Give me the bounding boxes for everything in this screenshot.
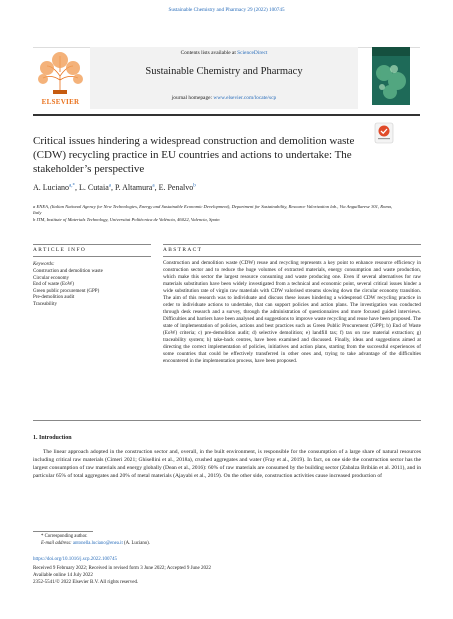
abstract-bottom-rule	[33, 420, 421, 421]
homepage-prefix: journal homepage:	[171, 95, 214, 101]
contents-line	[90, 50, 358, 56]
keyword: Traceability	[33, 301, 57, 307]
corresponding-author-note: * Corresponding author.	[41, 534, 88, 539]
journal-title: Sustainable Chemistry and Pharmacy	[145, 66, 303, 77]
journal-cover-image	[372, 47, 410, 105]
abstract-rule-top	[163, 244, 421, 245]
check-updates-icon	[374, 122, 394, 144]
keyword: End of waste (EoW)	[33, 282, 74, 288]
email-link[interactable]: antonella.luciano@enea.it	[72, 541, 123, 546]
copyright-line: 2352-5541/© 2022 Elsevier B.V. All rights reserved.	[33, 580, 139, 585]
email-suffix: (A. Luciano).	[122, 541, 150, 546]
email-footnote	[41, 541, 150, 546]
keywords-label: Keywords:	[33, 262, 55, 267]
homepage-link[interactable]: www.elsevier.com/locate/scp	[213, 95, 277, 101]
abstract-heading: ABSTRACT	[163, 247, 203, 253]
author-name[interactable]: L. Cutaia	[78, 183, 109, 192]
header-bottom-rule	[33, 114, 420, 116]
journal-reference[interactable]: Sustainable Chemistry and Pharmacy 29 (2022) 100745	[168, 7, 285, 13]
abstract-text: Construction and demolition waste (CDW) reuse and recycling represents a key point to enhance resource efficiency in construction sector and to reduce the huge volumes of extracted materials, energy consumption and waste production, which make this sector the largest resource consuming and waste producing one. Even if several alternatives for raw materials substitution have been widely investigated from a technical and economic point, several critical issues hinder a wide substitution rate of virgin raw materials with CDW valorised streams slowing down the circular economy transition. The aim of this research was to individuate and discuss these issues hindering a widespread CDW recycling practice in order to individuate actions to undertake, that can support policies and action plans. The investigation was conducted through desk research and a survey, through the administration of questionnaires and more focused guided interviews. Difficulties and barriers have been analysed and suggestions to improve waste recycling and reuse have been proposed. The state of implementation of policies, actions and best practices such as Green Public Procurement (GPP); b) End of Waste (EoW) criteria; c) pre-demolition audit; d) selective demolition; e) landfill tax; f) tax on raw material extraction; g) traceability system; h) take-back centres, have been examined and discussed. Finally, ideas and suggestions aimed at directing the correct implementation of policies, initiatives and action plans, starting from the successful experiences of some countries that could be effectively transferred in other ones and, trying to take advantage of the difficulties encountered in the implementation process, have been proposed.	[163, 260, 421, 364]
history-line: Received 9 February 2022; Received in revised form 3 June 2022; Accepted 9 June 2022	[33, 566, 212, 571]
sciencedirect-link[interactable]: ScienceDirect	[237, 50, 268, 56]
doi-link[interactable]: https://doi.org/10.1016/j.scp.2022.100745	[33, 557, 117, 562]
introduction-paragraph: The linear approach adopted in the construction sector and, overall, in the built environment, is responsible for the consumption of a large share of natural resources including critical raw materials (Cimeri 2021; Ghisellini et al., 2018a), crushed aggregates and water (Fray et al., 2019). In fact, on one side the construction sector has the largest consumption of raw materials and energy globally (Dean et al., 2016): 60% of raw materials are consumed by the building sector (Zabalza Bribián et al. 2011), and in particular 65% of total aggregates and 20% of metal materials (Ajayabi et al., 2019). On the other side, construction activities cause increased production of	[33, 449, 421, 479]
author-name[interactable]: E. Penalvo	[158, 183, 194, 192]
author-affil-mark[interactable]: a	[108, 183, 111, 189]
homepage-line	[90, 95, 358, 101]
author-affil-mark[interactable]: a	[152, 183, 155, 189]
affiliation-b: b ITM, Institute of Materials Technology, Universitat Politècnica de València, 46022, Valencia, Spain	[33, 216, 220, 222]
keywords-list	[33, 269, 103, 309]
contents-prefix: Contents lists available at	[180, 50, 238, 56]
affiliations	[33, 204, 393, 223]
affiliation-a: a ENEA, (Italian National Agency for New Technologies, Energy and Sustainable Economic Development), Department for Sustainability, Resource Valorization lab., Via Anguillarese 301, Roma, Italy	[33, 204, 393, 216]
author-name[interactable]: A. Luciano	[33, 183, 69, 192]
section-heading-introduction: 1. Introduction	[33, 435, 72, 441]
keyword: Construction and demolition waste	[33, 269, 103, 274]
check-for-updates-badge[interactable]	[374, 122, 394, 144]
article-title: Critical issues hindering a widespread construction and demolition waste (CDW) recycling practice in EU countries and actions to undertake: The stakeholder’s perspective	[33, 135, 355, 175]
author-affil-mark[interactable]: a,*	[69, 183, 75, 189]
author-name[interactable]: P. Altamura	[115, 183, 153, 192]
article-info-heading: ARTICLE INFO	[33, 247, 87, 253]
keyword: Green public procurement (GPP)	[33, 288, 100, 294]
history-line: Available online 14 July 2022	[33, 573, 93, 578]
email-label: E-mail address:	[41, 541, 73, 546]
footnote-rule	[33, 531, 93, 532]
article-info-rule-top	[33, 244, 151, 245]
article-info-rule	[33, 256, 151, 257]
abstract-rule	[163, 256, 421, 257]
author-affil-mark[interactable]: b	[193, 183, 196, 189]
article-history	[33, 565, 211, 586]
keyword: Pre-demolition audit	[33, 295, 75, 301]
author-list: A. Luciano$^{a,*}$, L. Cutaia$^a$, P. Altamura$^a$, E. Penalvo$^b$	[33, 183, 196, 192]
publisher-name: ELSEVIER	[41, 98, 80, 106]
keyword: Circular economy	[33, 275, 69, 281]
